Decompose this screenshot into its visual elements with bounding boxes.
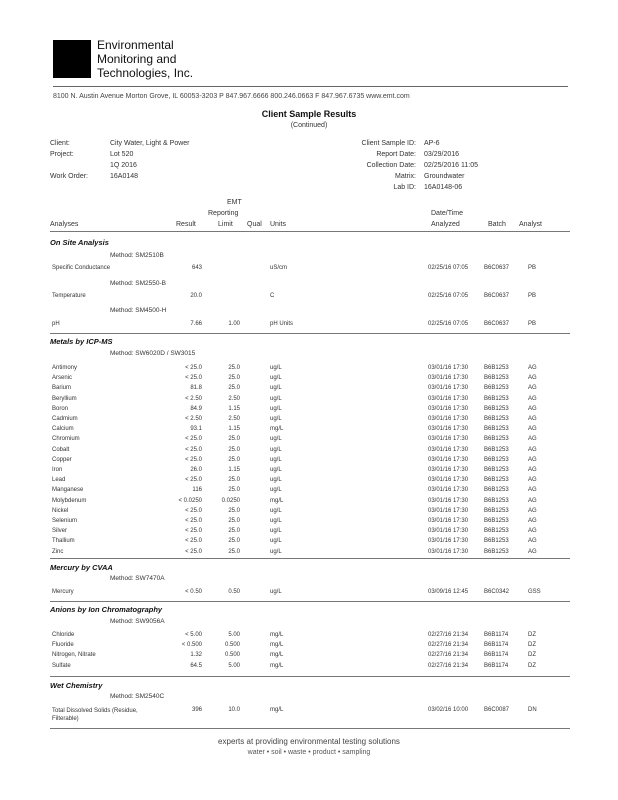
analyte-name: Zinc	[52, 548, 64, 555]
section-title: On Site Analysis	[50, 238, 109, 247]
batch-value: B6C0637	[484, 265, 510, 271]
company-name	[97, 38, 193, 80]
limit-value: 25.0	[228, 507, 240, 514]
limit-value: 1.15	[228, 426, 240, 433]
col-emt: EMT	[227, 199, 242, 206]
collection-date-label: Collection Date:	[366, 162, 416, 169]
analyzed-value: 03/01/16 17:30	[428, 538, 469, 545]
matrix-value: Groundwater	[424, 173, 465, 180]
report-date-label: Report Date:	[376, 151, 416, 158]
client-sample-id-value: AP-6	[424, 140, 440, 147]
analyzed-value: 03/01/16 17:30	[428, 446, 469, 453]
units-value: mg/L	[270, 426, 284, 433]
limit-value: 25.0	[228, 538, 240, 545]
table-row	[0, 487, 618, 497]
analyte-name: Sulfate	[52, 662, 71, 669]
table-row	[0, 426, 618, 436]
col-batch: Batch	[488, 221, 506, 228]
result-value: 643	[191, 265, 202, 271]
analyst-value: PB	[528, 293, 537, 299]
analyte-name: Selenium	[52, 518, 78, 524]
result-value: < 0.500	[181, 642, 202, 649]
analyzed-value: 03/01/16 17:30	[428, 405, 469, 412]
col-qual: Qual	[247, 221, 262, 228]
analyst-value: AG	[528, 385, 537, 392]
analyte-name: Chloride	[52, 632, 75, 638]
section-title: Mercury by CVAA	[50, 563, 113, 572]
analyst-value: GSS	[528, 589, 541, 595]
section-divider	[50, 601, 570, 602]
table-row	[0, 457, 618, 467]
batch-value: B6C0342	[484, 589, 510, 595]
units-value: ug/L	[270, 395, 282, 402]
limit-value: 1.15	[228, 467, 240, 473]
analyzed-value: 03/01/16 17:30	[428, 528, 469, 535]
limit-value: 25.0	[228, 436, 240, 443]
analyzed-value: 03/01/16 17:30	[428, 548, 469, 555]
result-value: < 25.0	[185, 518, 202, 524]
batch-value: B6B1253	[484, 528, 509, 535]
result-value: < 25.0	[185, 477, 202, 484]
units-value: ug/L	[270, 487, 282, 494]
limit-value: 25.0	[228, 518, 240, 524]
analyzed-value: 03/01/16 17:30	[428, 477, 469, 484]
analyzed-value: 03/02/16 10:00	[428, 707, 469, 713]
table-row	[0, 652, 618, 662]
limit-value: 0.500	[224, 642, 240, 649]
client-label: Client:	[50, 140, 70, 147]
limit-value: 25.0	[228, 487, 240, 494]
table-row	[0, 498, 618, 508]
company-address: 8100 N. Austin Avenue Morton Grove, IL 60053-3203 P 847.967.6666 800.246.0663 F 847.967.6735 www.emt.com	[53, 93, 410, 100]
limit-value: 5.00	[228, 632, 240, 638]
analyst-value: AG	[528, 518, 537, 524]
company-logo	[53, 40, 91, 78]
result-value: < 0.0250	[178, 497, 202, 504]
batch-value: B6B1253	[484, 426, 509, 433]
units-value: ug/L	[270, 589, 282, 595]
result-value: < 2.50	[185, 416, 202, 422]
client-sample-id-label: Client Sample ID:	[361, 140, 416, 147]
result-value: < 5.00	[185, 632, 202, 638]
analyte-name: Temperature	[52, 293, 86, 299]
client-value: City Water, Light & Power	[110, 140, 190, 147]
table-row	[0, 396, 618, 406]
analyst-value: AG	[528, 405, 537, 412]
analyte-name: Manganese	[52, 487, 84, 494]
units-value: ug/L	[270, 518, 282, 524]
analyte-name: Cadmium	[52, 416, 78, 422]
batch-value: B6B1253	[484, 436, 509, 443]
batch-value: B6B1253	[484, 497, 509, 504]
analyte-name: Fluoride	[52, 642, 74, 649]
analyzed-value: 02/27/16 21:34	[428, 632, 469, 638]
project-value: Lot 520	[110, 151, 134, 158]
analyzed-value: 03/01/16 17:30	[428, 507, 469, 514]
batch-value: B6C0637	[484, 321, 510, 327]
analyst-value: AG	[528, 548, 537, 555]
batch-value: B6C0087	[484, 707, 510, 713]
batch-value: B6B1253	[484, 395, 509, 402]
units-value: mg/L	[270, 707, 284, 713]
units-value: mg/L	[270, 652, 284, 659]
table-row	[0, 642, 618, 652]
units-value: ug/L	[270, 477, 282, 484]
analyte-name: Mercury	[52, 589, 74, 595]
batch-value: B6B1253	[484, 507, 509, 514]
analyte-name: Iron	[52, 467, 63, 473]
table-row	[0, 467, 618, 477]
analyst-value: PB	[528, 321, 537, 327]
analyzed-value: 02/25/16 07:05	[428, 293, 469, 299]
limit-value: 25.0	[228, 446, 240, 453]
units-value: ug/L	[270, 467, 282, 473]
table-row	[0, 416, 618, 426]
limit-value: 0.500	[224, 652, 240, 659]
limit-value: 1.15	[228, 405, 240, 412]
batch-value: B6B1174	[484, 642, 509, 649]
units-value: C	[270, 293, 275, 299]
analyzed-value: 03/01/16 17:30	[428, 416, 469, 422]
result-value: < 25.0	[185, 375, 202, 382]
analyst-value: DZ	[528, 652, 536, 659]
analyst-value: DZ	[528, 662, 536, 669]
analyzed-value: 03/01/16 17:30	[428, 365, 469, 371]
project-period-value: 1Q 2016	[110, 162, 137, 169]
batch-value: B6B1253	[484, 385, 509, 392]
project-label: Project:	[50, 151, 74, 158]
method-label: Method: SM2510B	[110, 252, 164, 259]
analyte-name: Boron	[52, 405, 69, 412]
result-value: 20.0	[190, 293, 202, 299]
analyzed-value: 02/27/16 21:34	[428, 662, 469, 669]
analyzed-value: 03/01/16 17:30	[428, 436, 469, 443]
footer-services: water • soil • waste • product • sampling	[247, 749, 371, 756]
work-order-value: 16A0148	[110, 173, 139, 180]
units-value: ug/L	[270, 507, 282, 514]
units-value: ug/L	[270, 436, 282, 443]
analyte-name: Calcium	[52, 426, 74, 433]
analyst-value: AG	[528, 487, 537, 494]
units-value: mg/L	[270, 642, 284, 649]
result-value: 64.5	[190, 662, 202, 669]
limit-value: 2.50	[228, 395, 240, 402]
report-date-value: 03/29/2016	[424, 151, 460, 158]
company-name-line: Monitoring and	[97, 52, 177, 66]
table-row	[0, 538, 618, 548]
units-value: ug/L	[270, 528, 282, 535]
method-label: Method: SW7470A	[110, 575, 165, 582]
letterhead-rule	[53, 86, 568, 87]
analyte-name: Cobalt	[52, 446, 70, 453]
result-value: 7.66	[190, 321, 202, 327]
analyte-name: Lead	[52, 477, 66, 484]
table-row	[0, 375, 618, 385]
units-value: mg/L	[270, 662, 284, 669]
method-label: Method: SM2550-B	[110, 280, 167, 287]
batch-value: B6B1174	[484, 632, 509, 638]
result-value: < 25.0	[185, 548, 202, 555]
method-label: Method: SM2540C	[110, 693, 165, 700]
result-value: < 25.0	[185, 456, 202, 463]
table-row	[0, 365, 618, 375]
limit-value: 25.0	[228, 456, 240, 463]
col-analyzed: Analyzed	[431, 221, 460, 228]
matrix-label: Matrix:	[395, 173, 416, 180]
units-value: ug/L	[270, 416, 282, 422]
analyzed-value: 03/01/16 17:30	[428, 375, 469, 382]
result-value: 116	[192, 487, 202, 494]
result-value: < 25.0	[185, 436, 202, 443]
analyst-value: AG	[528, 395, 537, 402]
analyzed-value: 03/01/16 17:30	[428, 487, 469, 494]
collection-date-value: 02/25/2016 11:05	[424, 162, 478, 169]
analyzed-value: 03/01/16 17:30	[428, 395, 469, 402]
result-value: < 25.0	[185, 365, 202, 371]
result-value: < 25.0	[185, 507, 202, 514]
units-value: pH Units	[270, 321, 294, 327]
report-title: Client Sample Results	[261, 109, 357, 119]
analyst-value: DN	[528, 707, 537, 713]
units-value: mg/L	[270, 497, 284, 504]
analyzed-value: 03/01/16 17:30	[428, 456, 469, 463]
table-row	[0, 528, 618, 538]
table-row	[0, 265, 618, 275]
analyst-value: AG	[528, 416, 537, 422]
batch-value: B6B1253	[484, 375, 509, 382]
analyte-name: Silver	[52, 528, 68, 535]
table-row	[0, 632, 618, 642]
table-row	[0, 518, 618, 528]
table-row	[0, 406, 618, 416]
method-label: Method: SW6020D / SW3015	[110, 350, 196, 357]
result-value: 396	[191, 707, 202, 713]
limit-value: 25.0	[228, 365, 240, 371]
method-label: Method: SW9056A	[110, 618, 165, 625]
analyst-value: AG	[528, 426, 537, 433]
table-row	[0, 293, 618, 303]
batch-value: B6C0637	[484, 293, 510, 299]
units-value: ug/L	[270, 405, 282, 412]
analyte-name: Beryllium	[52, 395, 77, 402]
section-divider	[50, 558, 570, 559]
analyst-value: AG	[528, 375, 537, 382]
table-row	[0, 321, 618, 331]
analyte-name: Antimony	[52, 365, 78, 371]
limit-value: 25.0	[228, 477, 240, 484]
lab-id-label: Lab ID:	[393, 184, 416, 191]
analyte-name: Thallium	[52, 538, 75, 545]
units-value: uS/cm	[270, 265, 288, 271]
analyte-name: Specific Conductance	[52, 265, 111, 271]
limit-value: 2.50	[228, 416, 240, 422]
analyte-name: Copper	[52, 456, 72, 463]
batch-value: B6B1253	[484, 518, 509, 524]
batch-value: B6B1174	[484, 662, 509, 669]
footer-tagline: experts at providing environmental testing solutions	[218, 737, 400, 746]
limit-value: 10.0	[228, 707, 240, 713]
result-value: < 0.50	[185, 589, 202, 595]
analyst-value: AG	[528, 497, 537, 504]
col-datetime: Date/Time	[431, 210, 464, 217]
analyzed-value: 02/25/16 07:05	[428, 321, 469, 327]
result-value: < 25.0	[185, 446, 202, 453]
analyzed-value: 02/27/16 21:34	[428, 652, 469, 659]
analyzed-value: 03/09/16 12:45	[428, 589, 469, 595]
table-row	[0, 663, 618, 673]
limit-value: 25.0	[228, 548, 240, 555]
table-row	[0, 707, 618, 725]
section-title: Metals by ICP-MS	[50, 337, 113, 346]
work-order-label: Work Order:	[50, 173, 88, 180]
analyte-name: Total Dissolved Solids (Residue, Filterable)	[52, 708, 138, 722]
batch-value: B6B1174	[484, 652, 509, 659]
section-divider	[50, 728, 570, 729]
section-divider	[50, 333, 570, 334]
batch-value: B6B1253	[484, 416, 509, 422]
analyst-value: AG	[528, 538, 537, 545]
limit-value: 0.50	[228, 589, 240, 595]
col-limit: Limit	[218, 221, 233, 228]
batch-value: B6B1253	[484, 487, 509, 494]
units-value: ug/L	[270, 548, 282, 555]
col-units: Units	[270, 221, 286, 228]
result-value: < 2.50	[185, 395, 202, 402]
table-row	[0, 508, 618, 518]
col-analyses: Analyses	[50, 221, 79, 228]
analyte-name: Barium	[52, 385, 72, 392]
analyte-name: Nitrogen, Nitrate	[52, 652, 96, 659]
analyst-value: DZ	[528, 632, 536, 638]
analyst-value: AG	[528, 446, 537, 453]
section-title: Wet Chemistry	[50, 681, 103, 690]
section-title: Anions by Ion Chromatography	[50, 605, 163, 614]
analyzed-value: 03/01/16 17:30	[428, 467, 469, 473]
table-row	[0, 447, 618, 457]
units-value: ug/L	[270, 365, 282, 371]
analyzed-value: 03/01/16 17:30	[428, 426, 469, 433]
analyzed-value: 02/27/16 21:34	[428, 642, 469, 649]
limit-value: 1.00	[228, 321, 240, 327]
batch-value: B6B1253	[484, 477, 509, 484]
batch-value: B6B1253	[484, 365, 509, 371]
units-value: mg/L	[270, 632, 284, 638]
analyst-value: AG	[528, 365, 537, 371]
analyte-name: pH	[52, 321, 60, 327]
analyzed-value: 02/25/16 07:05	[428, 265, 469, 271]
report-subtitle: (Continued)	[290, 122, 328, 129]
result-value: < 25.0	[185, 538, 202, 545]
table-row	[0, 477, 618, 487]
analyst-value: AG	[528, 436, 537, 443]
analyzed-value: 03/01/16 17:30	[428, 497, 469, 504]
limit-value: 0.0250	[221, 497, 240, 504]
analyte-name: Molybdenum	[52, 497, 87, 504]
analyzed-value: 03/01/16 17:30	[428, 385, 469, 392]
col-analyst: Analyst	[519, 221, 542, 228]
analyst-value: AG	[528, 507, 537, 514]
col-result: Result	[176, 221, 196, 228]
table-row	[0, 436, 618, 446]
limit-value: 25.0	[228, 375, 240, 382]
result-value: 93.1	[190, 426, 202, 433]
units-value: ug/L	[270, 385, 282, 392]
limit-value: 25.0	[228, 528, 240, 535]
analyst-value: AG	[528, 456, 537, 463]
analyte-name: Arsenic	[52, 375, 73, 382]
table-row	[0, 385, 618, 395]
table-header-rule	[50, 231, 570, 232]
lab-id-value: 16A0148-06	[424, 184, 463, 191]
analyst-value: AG	[528, 477, 537, 484]
batch-value: B6B1253	[484, 405, 509, 412]
result-value: 84.9	[190, 405, 202, 412]
batch-value: B6B1253	[484, 456, 509, 463]
result-value: 81.8	[190, 385, 202, 392]
batch-value: B6B1253	[484, 467, 509, 473]
method-label: Method: SM4500-H	[110, 307, 167, 314]
analyte-name: Chromium	[52, 436, 80, 443]
section-divider	[50, 676, 570, 677]
limit-value: 25.0	[228, 385, 240, 392]
batch-value: B6B1253	[484, 446, 509, 453]
result-value: 1.32	[190, 652, 202, 659]
units-value: ug/L	[270, 456, 282, 463]
company-name-line: Technologies, Inc.	[97, 66, 194, 80]
analyte-name: Nickel	[52, 507, 69, 514]
result-value: < 25.0	[185, 528, 202, 535]
units-value: ug/L	[270, 375, 282, 382]
analyst-value: AG	[528, 467, 537, 473]
batch-value: B6B1253	[484, 548, 509, 555]
batch-value: B6B1253	[484, 538, 509, 545]
analyst-value: DZ	[528, 642, 536, 649]
analyzed-value: 03/01/16 17:30	[428, 518, 469, 524]
units-value: ug/L	[270, 538, 282, 545]
col-reporting: Reporting	[208, 210, 239, 217]
company-name-line: Environmental	[97, 38, 174, 52]
analyst-value: PB	[528, 265, 537, 271]
table-row	[0, 589, 618, 599]
limit-value: 5.00	[228, 662, 240, 669]
analyst-value: AG	[528, 528, 537, 535]
units-value: ug/L	[270, 446, 282, 453]
result-value: 26.0	[190, 467, 202, 473]
